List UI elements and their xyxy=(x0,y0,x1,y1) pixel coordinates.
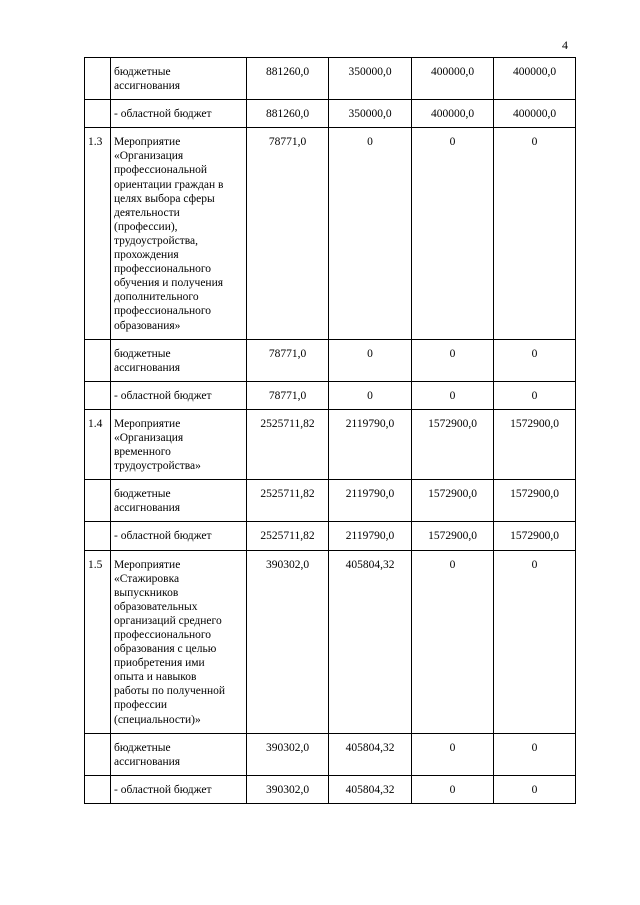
row-number xyxy=(85,775,111,803)
value-cell: 0 xyxy=(412,733,494,775)
value-cell: 0 xyxy=(412,550,494,733)
value-cell: 0 xyxy=(494,733,576,775)
row-name: - областной бюджет xyxy=(111,381,247,409)
value-cell: 0 xyxy=(494,339,576,381)
row-number xyxy=(85,522,111,550)
value-cell: 390302,0 xyxy=(247,550,329,733)
table-row xyxy=(85,100,576,128)
row-number: 1.4 xyxy=(85,409,111,479)
table-row xyxy=(85,128,576,339)
value-cell: 405804,32 xyxy=(329,733,412,775)
value-cell: 0 xyxy=(329,381,412,409)
value-cell: 0 xyxy=(412,339,494,381)
row-number xyxy=(85,58,111,100)
value-cell: 0 xyxy=(329,339,412,381)
value-cell: 390302,0 xyxy=(247,733,329,775)
row-name: Мероприятие «Организация временного трудоустройства» xyxy=(111,409,247,479)
row-number xyxy=(85,381,111,409)
table-row xyxy=(85,480,576,522)
value-cell: 78771,0 xyxy=(247,339,329,381)
table-row xyxy=(85,522,576,550)
value-cell: 0 xyxy=(494,550,576,733)
value-cell: 2525711,82 xyxy=(247,480,329,522)
value-cell: 881260,0 xyxy=(247,58,329,100)
value-cell: 1572900,0 xyxy=(494,409,576,479)
value-cell: 78771,0 xyxy=(247,128,329,339)
value-cell: 2119790,0 xyxy=(329,480,412,522)
row-name: - областной бюджет xyxy=(111,522,247,550)
value-cell: 2525711,82 xyxy=(247,522,329,550)
page-number: 4 xyxy=(562,38,568,52)
value-cell: 0 xyxy=(412,775,494,803)
value-cell: 1572900,0 xyxy=(412,522,494,550)
row-name: - областной бюджет xyxy=(111,100,247,128)
row-name: Мероприятие «Стажировка выпускников образовательных организаций среднего профессионального образования с целью приобретения ими опыта и навыков работы по полученной профессии (специальности)» xyxy=(111,550,247,733)
value-cell: 400000,0 xyxy=(412,100,494,128)
value-cell: 1572900,0 xyxy=(494,522,576,550)
row-name: - областной бюджет xyxy=(111,775,247,803)
table-row xyxy=(85,58,576,100)
row-name: Мероприятие «Организация профессиональной ориентации граждан в целях выбора сферы деятельности (профессии), трудоустройства, прохождения профессионального обучения и получения дополнительного профессионального образования» xyxy=(111,128,247,339)
value-cell: 2119790,0 xyxy=(329,522,412,550)
table-row xyxy=(85,550,576,733)
table-row xyxy=(85,733,576,775)
value-cell: 1572900,0 xyxy=(412,480,494,522)
value-cell: 405804,32 xyxy=(329,775,412,803)
value-cell: 881260,0 xyxy=(247,100,329,128)
budget-table xyxy=(84,57,576,804)
value-cell: 350000,0 xyxy=(329,58,412,100)
table-row xyxy=(85,381,576,409)
value-cell: 0 xyxy=(494,381,576,409)
row-number: 1.5 xyxy=(85,550,111,733)
value-cell: 1572900,0 xyxy=(494,480,576,522)
row-number xyxy=(85,339,111,381)
value-cell: 0 xyxy=(494,128,576,339)
row-name: бюджетные ассигнования xyxy=(111,733,247,775)
value-cell: 400000,0 xyxy=(494,58,576,100)
value-cell: 405804,32 xyxy=(329,550,412,733)
row-number xyxy=(85,480,111,522)
value-cell: 0 xyxy=(494,775,576,803)
value-cell: 400000,0 xyxy=(412,58,494,100)
row-name: бюджетные ассигнования xyxy=(111,339,247,381)
value-cell: 2119790,0 xyxy=(329,409,412,479)
table-row xyxy=(85,339,576,381)
value-cell: 2525711,82 xyxy=(247,409,329,479)
row-name: бюджетные ассигнования xyxy=(111,480,247,522)
value-cell: 1572900,0 xyxy=(412,409,494,479)
value-cell: 0 xyxy=(412,381,494,409)
row-name: бюджетные ассигнования xyxy=(111,58,247,100)
value-cell: 78771,0 xyxy=(247,381,329,409)
table-row xyxy=(85,409,576,479)
value-cell: 0 xyxy=(329,128,412,339)
value-cell: 0 xyxy=(412,128,494,339)
value-cell: 350000,0 xyxy=(329,100,412,128)
value-cell: 400000,0 xyxy=(494,100,576,128)
row-number: 1.3 xyxy=(85,128,111,339)
value-cell: 390302,0 xyxy=(247,775,329,803)
table-row xyxy=(85,775,576,803)
row-number xyxy=(85,733,111,775)
row-number xyxy=(85,100,111,128)
